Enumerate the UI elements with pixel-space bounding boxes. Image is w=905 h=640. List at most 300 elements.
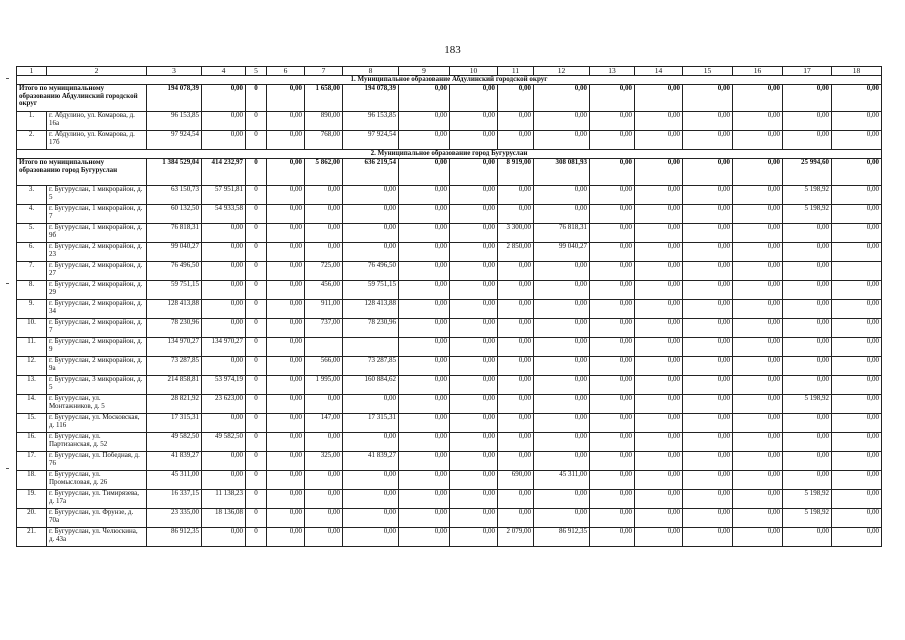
value-cell: 0,00 [202,414,246,433]
row-number-cell: 8. [17,281,47,300]
value-cell: 76 818,31 [534,224,590,243]
value-cell: 18 136,08 [202,509,246,528]
value-cell: 0,00 [267,433,305,452]
value-cell: 0,00 [498,452,534,471]
row-number-cell: 18. [17,471,47,490]
address-cell: г. Бугуруслан, ул. Партизанская, д. 52 [47,433,147,452]
value-cell: 2 079,00 [498,528,534,547]
value-cell: 0,00 [733,262,783,281]
value-cell: 0,00 [783,112,832,131]
value-cell: 76 496,50 [343,262,399,281]
value-cell: 0 [246,338,267,357]
value-cell: 0 [246,224,267,243]
value-cell: 0,00 [635,490,683,509]
section-title: 1. Муниципальное образование Абдулинский городской округ [17,76,882,85]
value-cell: 59 751,15 [343,281,399,300]
address-cell: г. Бугуруслан, ул. Промысловая, д. 26 [47,471,147,490]
value-cell: 0,00 [635,395,683,414]
total-value-cell: 1 658,00 [305,85,343,112]
value-cell: 0,00 [202,131,246,150]
total-value-cell: 0,00 [498,85,534,112]
total-value-cell: 0,00 [534,85,590,112]
value-cell: 0 [246,243,267,262]
total-label: Итого по муниципальному образованию город Бугуруслан [17,159,147,186]
column-number-cell: 18 [832,67,882,76]
value-cell: 214 858,81 [147,376,202,395]
address-cell: г. Бугуруслан, 2 микрорайон, д. 27 [47,262,147,281]
value-cell: 0,00 [202,452,246,471]
total-value-cell: 0,00 [450,85,498,112]
value-cell: 78 230,96 [343,319,399,338]
table-row [17,376,882,395]
row-number-cell: 9. [17,300,47,319]
data-table [16,66,882,547]
value-cell: 0 [246,452,267,471]
value-cell: 0,00 [683,205,733,224]
value-cell: 0,00 [498,414,534,433]
row-number-cell: 12. [17,357,47,376]
value-cell: 0,00 [399,262,450,281]
table-row [17,224,882,243]
table-row [17,243,882,262]
total-value-cell: 0,00 [832,159,882,186]
value-cell: 0,00 [783,131,832,150]
value-cell: 0,00 [534,338,590,357]
value-cell: 0,00 [202,300,246,319]
column-number-cell: 14 [635,67,683,76]
total-value-cell: 0,00 [202,85,246,112]
value-cell: 128 413,88 [147,300,202,319]
value-cell: 0,00 [635,112,683,131]
value-cell: 0,00 [733,376,783,395]
value-cell: 0,00 [832,243,882,262]
value-cell: 0,00 [590,376,635,395]
value-cell: 0,00 [635,243,683,262]
value-cell: 0,00 [733,338,783,357]
total-value-cell: 0,00 [267,159,305,186]
address-cell: г. Абдулино, ул. Комарова, д. 16а [47,112,147,131]
table-row [17,300,882,319]
value-cell: 0,00 [832,395,882,414]
address-cell: г. Бугуруслан, 1 микрорайон, д. 5 [47,186,147,205]
value-cell: 0,00 [590,452,635,471]
value-cell [832,262,882,281]
value-cell: 0,00 [202,262,246,281]
value-cell: 134 970,27 [147,338,202,357]
value-cell: 0,00 [498,433,534,452]
value-cell: 0,00 [450,376,498,395]
value-cell: 0,00 [399,243,450,262]
row-number-cell: 19. [17,490,47,509]
value-cell: 0,00 [733,528,783,547]
value-cell: 0,00 [450,112,498,131]
value-cell: 0,00 [683,131,733,150]
value-cell: 0,00 [783,262,832,281]
value-cell: 0,00 [450,262,498,281]
value-cell: 0 [246,490,267,509]
total-value-cell: 308 081,93 [534,159,590,186]
value-cell: 0,00 [683,452,733,471]
total-value-cell: 0,00 [783,85,832,112]
value-cell: 0 [246,319,267,338]
value-cell: 0,00 [267,131,305,150]
value-cell: 0,00 [498,300,534,319]
table-row [17,281,882,300]
row-number-cell: 4. [17,205,47,224]
value-cell: 0,00 [202,528,246,547]
value-cell: 0 [246,395,267,414]
value-cell: 0,00 [202,224,246,243]
value-cell: 0,00 [683,112,733,131]
value-cell: 768,00 [305,131,343,150]
value-cell: 0,00 [498,186,534,205]
value-cell: 73 287,85 [147,357,202,376]
value-cell: 0,00 [590,395,635,414]
value-cell: 0,00 [635,300,683,319]
column-number-cell: 8 [343,67,399,76]
value-cell: 0,00 [267,414,305,433]
value-cell: 0,00 [832,433,882,452]
value-cell: 76 496,50 [147,262,202,281]
section-total-row [17,159,882,186]
value-cell: 0,00 [305,528,343,547]
value-cell: 0,00 [832,414,882,433]
value-cell: 0,00 [590,338,635,357]
value-cell: 86 912,35 [147,528,202,547]
value-cell: 0,00 [498,112,534,131]
value-cell: 890,00 [305,112,343,131]
value-cell: 0,00 [534,186,590,205]
value-cell: 0,00 [343,395,399,414]
value-cell: 0,00 [635,338,683,357]
value-cell: 0,00 [733,490,783,509]
value-cell: 0,00 [683,376,733,395]
table-row [17,433,882,452]
row-number-cell: 10. [17,319,47,338]
value-cell: 45 311,00 [147,471,202,490]
value-cell: 49 582,50 [202,433,246,452]
total-value-cell: 0,00 [267,85,305,112]
value-cell: 0,00 [399,112,450,131]
value-cell: 0,00 [267,243,305,262]
value-cell: 0,00 [590,357,635,376]
page-number: 183 [444,44,461,56]
total-value-cell: 1 384 529,04 [147,159,202,186]
column-number-cell: 15 [683,67,733,76]
section-title: 2. Муниципальное образование город Бугуруслан [17,150,882,159]
value-cell: 0 [246,112,267,131]
value-cell: 41 839,27 [343,452,399,471]
value-cell: 0,00 [590,300,635,319]
value-cell: 0,00 [635,205,683,224]
address-cell: г. Бугуруслан, 2 микрорайон, д. 23 [47,243,147,262]
value-cell: 0,00 [534,205,590,224]
column-number-cell: 2 [47,67,147,76]
value-cell: 0,00 [534,300,590,319]
value-cell: 0 [246,262,267,281]
value-cell: 0,00 [733,224,783,243]
value-cell: 0,00 [832,319,882,338]
value-cell: 0,00 [635,528,683,547]
value-cell: 86 912,35 [534,528,590,547]
row-number-cell: 2. [17,131,47,150]
value-cell: 0,00 [498,357,534,376]
value-cell: 53 974,19 [202,376,246,395]
value-cell: 0,00 [635,357,683,376]
value-cell: 0,00 [399,376,450,395]
value-cell: 0,00 [267,224,305,243]
address-cell: г. Бугуруслан, ул. Тимирязева, д. 17а [47,490,147,509]
table-row [17,262,882,281]
value-cell: 0,00 [399,186,450,205]
total-value-cell: 414 232,97 [202,159,246,186]
value-cell: 0,00 [450,131,498,150]
value-cell: 0,00 [498,281,534,300]
total-value-cell: 0,00 [832,85,882,112]
value-cell: 97 924,54 [343,131,399,150]
value-cell: 0,00 [832,376,882,395]
column-number-cell: 4 [202,67,246,76]
value-cell: 28 821,92 [147,395,202,414]
value-cell: 0,00 [832,509,882,528]
column-number-cell: 1 [17,67,47,76]
value-cell: 0,00 [683,357,733,376]
value-cell: 0,00 [733,452,783,471]
table-row [17,186,882,205]
table-row [17,338,882,357]
value-cell: 0,00 [783,224,832,243]
value-cell: 0,00 [450,224,498,243]
total-value-cell: 0,00 [683,85,733,112]
table-row [17,509,882,528]
value-cell: 0,00 [590,131,635,150]
value-cell: 0,00 [305,186,343,205]
table-row [17,319,882,338]
value-cell: 0,00 [450,528,498,547]
value-cell: 0,00 [783,414,832,433]
value-cell: 0,00 [590,509,635,528]
value-cell: 0,00 [683,414,733,433]
value-cell: 0,00 [683,243,733,262]
value-cell: 0,00 [534,395,590,414]
value-cell: 0,00 [733,112,783,131]
value-cell: 0,00 [783,357,832,376]
value-cell: 566,00 [305,357,343,376]
value-cell: 0,00 [267,452,305,471]
value-cell: 0,00 [832,300,882,319]
value-cell: 0,00 [305,433,343,452]
table-row [17,395,882,414]
address-cell: г. Бугуруслан, 2 микрорайон, д. 34 [47,300,147,319]
value-cell: 0,00 [399,528,450,547]
row-number-cell: 14. [17,395,47,414]
value-cell: 0,00 [399,224,450,243]
section-heading-row [17,76,882,85]
address-cell: г. Абдулино, ул. Комарова, д. 17б [47,131,147,150]
value-cell: 0,00 [267,300,305,319]
value-cell: 0,00 [683,281,733,300]
value-cell: 0,00 [590,528,635,547]
value-cell: 23 623,00 [202,395,246,414]
value-cell: 0,00 [635,471,683,490]
value-cell: 16 337,15 [147,490,202,509]
value-cell: 0,00 [733,186,783,205]
value-cell: 0,00 [343,433,399,452]
column-number-cell: 10 [450,67,498,76]
value-cell: 0,00 [399,395,450,414]
value-cell: 0,00 [267,357,305,376]
value-cell: 0,00 [590,490,635,509]
total-value-cell: 194 078,39 [343,85,399,112]
value-cell: 0,00 [399,319,450,338]
value-cell: 0,00 [832,357,882,376]
address-cell: г. Бугуруслан, 2 микрорайон, д. 9 [47,338,147,357]
value-cell: 99 040,27 [147,243,202,262]
value-cell: 0,00 [832,471,882,490]
value-cell: 0,00 [683,471,733,490]
value-cell: 0,00 [498,509,534,528]
value-cell: 0,00 [399,452,450,471]
value-cell: 11 138,23 [202,490,246,509]
value-cell: 0,00 [267,395,305,414]
value-cell: 0,00 [305,509,343,528]
value-cell: 17 315,31 [343,414,399,433]
value-cell: 97 924,54 [147,131,202,150]
value-cell: 0,00 [498,262,534,281]
value-cell: 0,00 [590,471,635,490]
value-cell: 0,00 [399,414,450,433]
value-cell: 0,00 [267,205,305,224]
column-number-cell: 6 [267,67,305,76]
value-cell: 0,00 [498,376,534,395]
value-cell: 0,00 [343,490,399,509]
value-cell: 2 850,00 [498,243,534,262]
section-heading-row [17,150,882,159]
value-cell: 5 198,92 [783,186,832,205]
value-cell: 0,00 [343,243,399,262]
value-cell: 0,00 [590,414,635,433]
row-number-cell: 13. [17,376,47,395]
value-cell: 0,00 [832,186,882,205]
margin-tick [6,283,9,284]
value-cell: 0 [246,414,267,433]
column-number-row [17,67,882,76]
value-cell: 0,00 [267,528,305,547]
value-cell: 0,00 [305,224,343,243]
value-cell: 0,00 [450,490,498,509]
total-value-cell: 0,00 [450,159,498,186]
value-cell: 5 198,92 [783,395,832,414]
value-cell: 78 230,96 [147,319,202,338]
value-cell: 0,00 [343,224,399,243]
total-value-cell: 0,00 [635,159,683,186]
value-cell: 0,00 [733,509,783,528]
total-value-cell: 0,00 [590,159,635,186]
value-cell: 0,00 [683,319,733,338]
value-cell: 0,00 [267,509,305,528]
value-cell: 5 198,92 [783,205,832,224]
value-cell: 0,00 [683,509,733,528]
value-cell: 0,00 [450,452,498,471]
document-table-wrapper [16,66,882,547]
value-cell: 0,00 [590,205,635,224]
value-cell: 0,00 [733,471,783,490]
value-cell: 0,00 [590,112,635,131]
value-cell: 0,00 [783,338,832,357]
value-cell: 0,00 [635,376,683,395]
value-cell: 0,00 [305,471,343,490]
column-number-cell: 7 [305,67,343,76]
address-cell: г. Бугуруслан, ул. Фрунзе, д. 70а [47,509,147,528]
total-value-cell: 5 862,00 [305,159,343,186]
value-cell: 73 287,85 [343,357,399,376]
value-cell: 0,00 [783,433,832,452]
address-cell: г. Бугуруслан, ул. Победная, д. 76 [47,452,147,471]
value-cell: 0,00 [450,205,498,224]
value-cell: 0,00 [267,376,305,395]
value-cell: 0,00 [783,319,832,338]
column-number-cell: 11 [498,67,534,76]
total-value-cell: 636 219,54 [343,159,399,186]
value-cell: 0,00 [590,186,635,205]
value-cell: 96 153,85 [343,112,399,131]
value-cell: 0,00 [733,281,783,300]
address-cell: г. Бугуруслан, 1 микрорайон, д. 9б [47,224,147,243]
value-cell: 0,00 [450,509,498,528]
table-row [17,471,882,490]
value-cell: 0 [246,528,267,547]
value-cell: 0,00 [683,262,733,281]
address-cell: г. Бугуруслан, 2 микрорайон, д. 7 [47,319,147,338]
value-cell: 0,00 [832,131,882,150]
value-cell: 99 040,27 [534,243,590,262]
value-cell: 737,00 [305,319,343,338]
value-cell: 3 300,00 [498,224,534,243]
row-number-cell: 17. [17,452,47,471]
value-cell: 0,00 [399,338,450,357]
value-cell: 0,00 [683,395,733,414]
section-total-row [17,85,882,112]
value-cell: 45 311,00 [534,471,590,490]
total-value-cell: 0,00 [683,159,733,186]
value-cell: 0,00 [733,395,783,414]
address-cell: г. Бугуруслан, ул. Монтажников, д. 5 [47,395,147,414]
value-cell: 0,00 [399,281,450,300]
value-cell: 0,00 [534,376,590,395]
value-cell: 0,00 [783,300,832,319]
value-cell [305,338,343,357]
value-cell: 0,00 [832,452,882,471]
value-cell: 911,00 [305,300,343,319]
value-cell: 0,00 [635,452,683,471]
value-cell: 0,00 [733,357,783,376]
value-cell: 0,00 [783,281,832,300]
value-cell: 0,00 [832,338,882,357]
value-cell: 57 951,81 [202,186,246,205]
total-label: Итого по муниципальному образованию Абдулинский городской округ [17,85,147,112]
value-cell: 5 198,92 [783,509,832,528]
value-cell: 0,00 [534,319,590,338]
row-number-cell: 20. [17,509,47,528]
value-cell: 0,00 [590,281,635,300]
value-cell: 0 [246,357,267,376]
total-value-cell: 0,00 [733,85,783,112]
margin-tick [6,78,9,79]
address-cell: г. Бугуруслан, 3 микрорайон, д. 5 [47,376,147,395]
value-cell: 0,00 [343,186,399,205]
value-cell: 0,00 [590,319,635,338]
value-cell: 0,00 [267,471,305,490]
